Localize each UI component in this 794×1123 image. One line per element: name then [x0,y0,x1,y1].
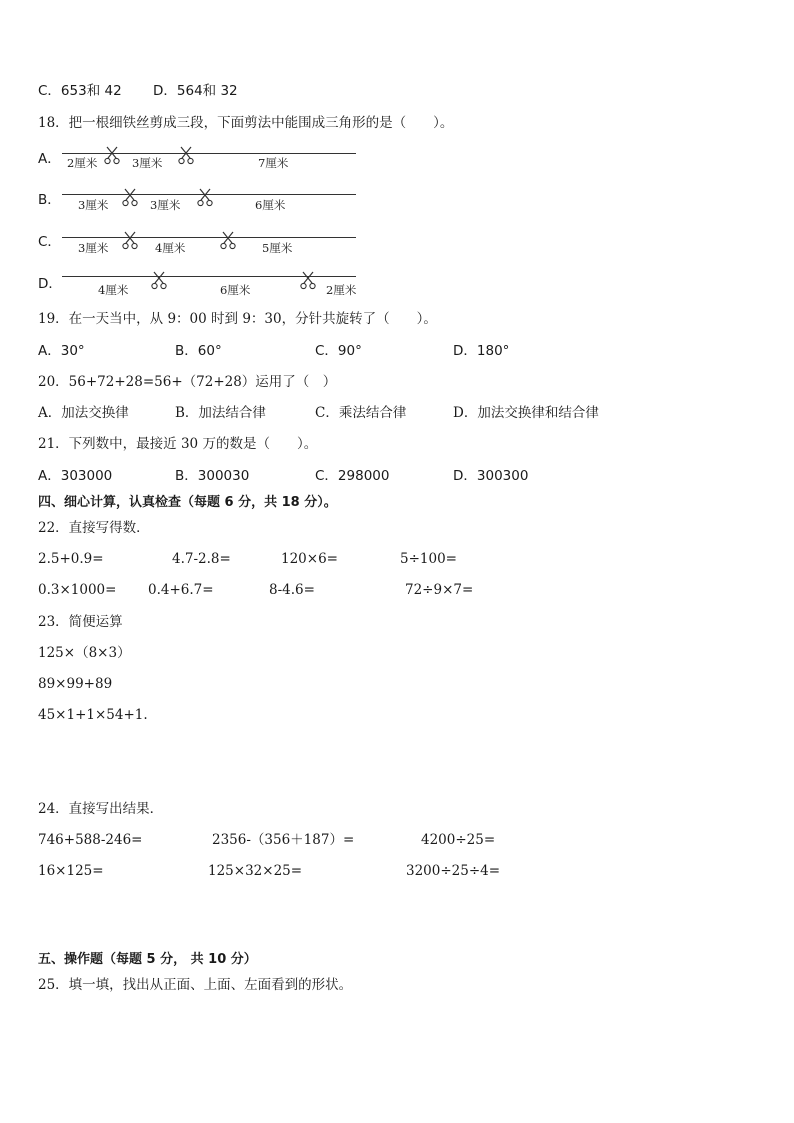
scissors-icon [104,145,120,165]
q18-stem: 18．把一根细铁丝剪成三段，下面剪法中能围成三角形的是（ ）。 [38,115,454,131]
q22-item: 5÷100= [400,551,457,567]
q18-option-c-seg-2: 4厘米 [155,241,186,255]
q23-item: 45×1+1×54+1. [38,707,148,723]
q21-option-d: D．300300 [453,468,529,484]
scissors-icon [300,270,316,290]
q19-option-d: D．180° [453,343,510,359]
q18-option-d-letter: D． [38,276,62,292]
q18-option-b-seg-1: 3厘米 [78,198,109,212]
scissors-icon [122,230,138,250]
scissors-icon [220,230,236,250]
q21-stem: 21．下列数中，最接近 30 万的数是（ ）。 [38,436,318,452]
q22-item: 2.5+0.9= [38,551,104,567]
q18-option-c-seg-3: 5厘米 [262,241,293,255]
q19-option-b: B．60° [175,343,222,359]
q17-option-c: C．653和 42 [38,83,122,99]
q18-option-c-letter: C． [38,234,61,250]
q18-option-a-seg-1: 2厘米 [67,156,98,170]
q25-stem: 25．填一填，找出从正面、上面、左面看到的形状。 [38,977,353,993]
scissors-icon [197,187,213,207]
q23-stem: 23．简便运算 [38,614,123,630]
q18-option-a-letter: A． [38,151,61,167]
q20-option-b: B．加法结合律 [175,405,266,421]
q18-option-a-seg-3: 7厘米 [258,156,289,170]
q20-stem: 20．56+72+28=56+（72+28）运用了（ ） [38,374,337,390]
q22-item: 0.3×1000= [38,582,117,598]
q18-option-a-seg-2: 3厘米 [132,156,163,170]
q22-item: 4.7-2.8= [172,551,231,567]
section-5-title: 五、操作题（每题 5 分， 共 10 分） [38,952,257,967]
q18-option-b-seg-3: 6厘米 [255,198,286,212]
q22-item: 8-4.6= [269,582,315,598]
scissors-icon [178,145,194,165]
q18-option-b-seg-2: 3厘米 [150,198,181,212]
q20-option-c: C．乘法结合律 [315,405,407,421]
q22-item: 72÷9×7= [405,582,474,598]
q24-item: 125×32×25= [208,863,303,879]
q22-item: 0.4+6.7= [148,582,214,598]
q24-item: 746+588-246= [38,832,143,848]
q21-option-a: A．303000 [38,468,113,484]
q24-item: 4200÷25= [421,832,496,848]
q24-item: 2356-（356＋187）= [212,832,355,848]
q18-option-d-seg-3: 2厘米 [326,283,357,297]
q23-item: 125×（8×3） [38,645,131,661]
q21-option-b: B．300030 [175,468,250,484]
q22-stem: 22．直接写得数． [38,520,150,536]
section-4-title: 四、细心计算，认真检查（每题 6 分，共 18 分）。 [38,495,337,510]
q22-item: 120×6= [281,551,338,567]
q21-option-c: C．298000 [315,468,390,484]
q24-item: 3200÷25÷4= [406,863,501,879]
q19-option-a: A．30° [38,343,85,359]
q19-stem: 19．在一天当中，从 9：00 时到 9：30，分针共旋转了（ ）。 [38,311,437,327]
q24-item: 16×125= [38,863,104,879]
q23-item: 89×99+89 [38,676,113,692]
q20-option-a: A．加法交换律 [38,405,129,421]
q18-option-b-letter: B． [38,192,61,208]
scissors-icon [151,270,167,290]
q18-option-d-seg-1: 4厘米 [98,283,129,297]
q17-option-d: D．564和 32 [153,83,238,99]
q18-option-d-seg-2: 6厘米 [220,283,251,297]
q18-option-c-wire [62,237,356,238]
q18-option-c-seg-1: 3厘米 [78,241,109,255]
q20-option-d: D．加法交换律和结合律 [453,405,599,421]
scissors-icon [122,187,138,207]
q24-stem: 24．直接写出结果． [38,801,164,817]
q19-option-c: C．90° [315,343,362,359]
